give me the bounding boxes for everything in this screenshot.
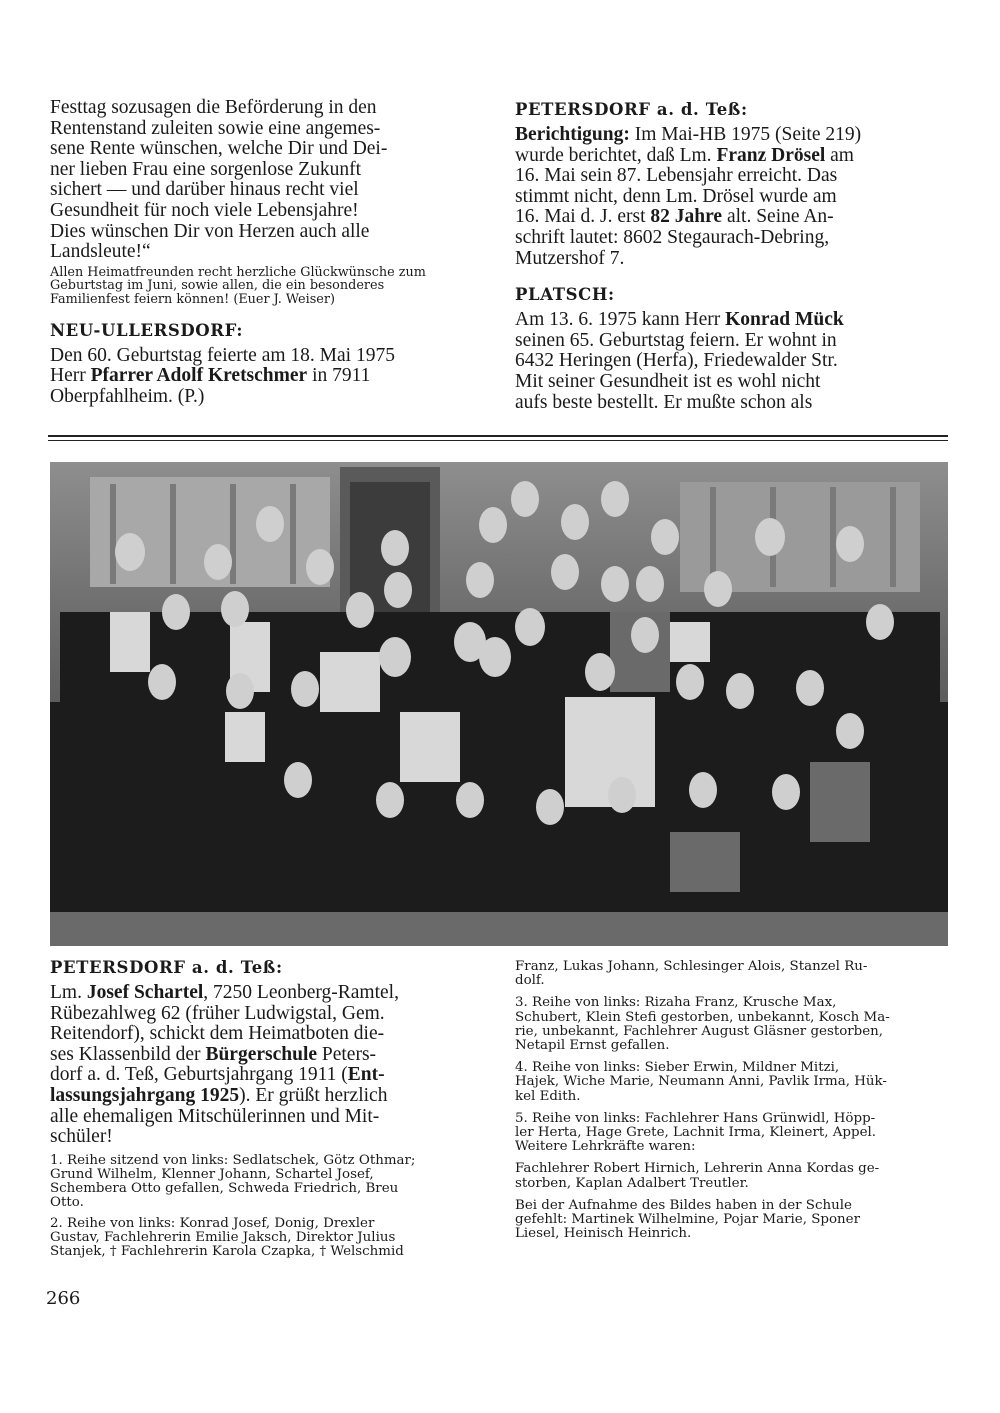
text-fragment: Am 13. 6. 1975 kann Herr <box>515 309 726 331</box>
text-line: Mit seiner Gesundheit ist es wohl nicht <box>515 370 821 392</box>
text-fragment: Im Mai-HB 1975 (Seite 219) <box>629 124 862 145</box>
caption-teachers <box>515 1162 947 1190</box>
text-line <box>515 207 947 228</box>
text-fragment: 16. Mai d. J. erst <box>515 206 651 228</box>
greeting-note <box>50 266 482 307</box>
text-line: Oberpfahlheim. (P.) <box>50 385 205 407</box>
text-fragment: alt. Seine An- <box>722 206 834 228</box>
text-line: storben, Kaplan Adalbert Treutler. <box>515 1175 749 1191</box>
text-line: 16. Mai sein 87. Lebensjahr erreicht. Das <box>515 165 838 187</box>
text-line: gefehlt: Martinek Wilhelmine, Pojar Marie, Sponer <box>515 1212 860 1228</box>
text-fragment: wurde berichtet, daß Lm. <box>515 144 717 166</box>
text-line: ler Herta, Hage Grete, Lachnit Irma, Kleinert, Appel. <box>515 1125 877 1141</box>
caption-row-3 <box>515 996 947 1053</box>
top-right-column <box>515 100 947 413</box>
divider-rule <box>48 435 948 437</box>
text-line: 6432 Heringen (Herfa), Friedewalder Str. <box>515 350 838 372</box>
text-line: rie, unbekannt, Fachlehrer August Gläsner gestorben, <box>515 1023 884 1039</box>
text-line: 4. Reihe von links: Sieber Erwin, Mildner Mitzi, <box>515 1060 840 1076</box>
caption-row-2-continued <box>515 960 947 988</box>
age-value: 82 Jahre <box>650 206 723 228</box>
text-line: Schembera Otto gefallen, Schweda Friedrich, Breu <box>50 1181 399 1197</box>
text-line: Festtag sozusagen die Beförderung in den <box>50 97 377 118</box>
text-fragment: , 7250 Leonberg-Ramtel, <box>203 982 399 1003</box>
text-fragment: am <box>825 144 854 166</box>
caption-row-5 <box>515 1112 947 1155</box>
person-name: Franz Drösel <box>716 144 826 166</box>
text-line: schrift lautet: 8602 Stegaurach-Debring, <box>515 226 830 248</box>
bottom-left-column <box>50 958 482 1259</box>
graduation-year: lassungsjahrgang 1925 <box>50 1084 240 1106</box>
text-line <box>50 983 482 1004</box>
text-line <box>50 1045 482 1066</box>
text-line: Franz, Lukas Johann, Schlesinger Alois, Stanzel Ru- <box>515 959 868 974</box>
graduation-year: Ent- <box>347 1064 385 1086</box>
text-line: Geburtstag im Juni, sowie allen, die ein besonderes <box>50 278 385 294</box>
section-heading-neu-ullersdorf: NEU-ULLERSDORF: <box>50 320 244 340</box>
text-line: dolf. <box>515 973 545 989</box>
text-line: seinen 65. Geburtstag feiern. Er wohnt in <box>515 329 837 351</box>
section-heading-petersdorf-photo: PETERSDORF a. d. Teß: <box>50 958 283 977</box>
school-name: Bürgerschule <box>205 1043 318 1065</box>
text-line: Liesel, Heinisch Heinrich. <box>515 1226 692 1242</box>
correction-label: Berichtigung: <box>515 124 630 145</box>
text-line <box>50 1086 482 1107</box>
text-line <box>515 146 947 167</box>
text-line: Landsleute!“ <box>50 241 151 263</box>
text-line: stimmt nicht, denn Lm. Drösel wurde am <box>515 185 837 207</box>
text-line: Weitere Lehrkräfte waren: <box>515 1139 696 1155</box>
text-fragment: Herr <box>50 365 91 387</box>
person-name: Josef Schartel <box>86 982 204 1003</box>
text-line: Grund Wilhelm, Klenner Johann, Schartel Josef, <box>50 1166 374 1182</box>
platsch-paragraph <box>515 310 947 413</box>
text-line: sene Rente wünschen, welche Dir und Dei- <box>50 138 388 160</box>
text-fragment: in 7911 <box>307 365 371 387</box>
text-line: 3. Reihe von links: Rizaha Franz, Krusche Max, <box>515 995 837 1011</box>
caption-row-1 <box>50 1154 482 1211</box>
text-line: Otto. <box>50 1195 84 1211</box>
text-line: sichert — und darüber hinaus recht viel <box>50 179 359 201</box>
text-fragment: dorf a. d. Teß, Geburtsjahrgang 1911 ( <box>50 1064 348 1086</box>
text-line <box>515 125 947 146</box>
top-left-column <box>50 98 482 407</box>
text-line: Netapil Ernst gefallen. <box>515 1038 670 1054</box>
neu-ullersdorf-paragraph <box>50 346 482 408</box>
birthday-wishes-paragraph <box>50 98 482 263</box>
section-heading-petersdorf: PETERSDORF a. d. Teß: <box>515 100 748 119</box>
text-line: kel Edith. <box>515 1088 581 1104</box>
text-line: Stanjek, † Fachlehrerin Karola Czapka, † Welschmid <box>50 1243 404 1259</box>
text-line: Rübezahlweg 62 (früher Ludwigstal, Gem. <box>50 1002 385 1024</box>
caption-row-2 <box>50 1217 482 1260</box>
text-line: Gesundheit für noch viele Lebensjahre! <box>50 199 359 221</box>
divider-rule <box>48 440 948 441</box>
class-photo-image <box>50 462 948 946</box>
text-line: 5. Reihe von links: Fachlehrer Hans Grünwidl, Höpp- <box>515 1110 876 1126</box>
person-name: Pfarrer Adolf Kretschmer <box>90 365 308 387</box>
text-line: Gustav, Fachlehrerin Emilie Jaksch, Direktor Julius <box>50 1229 396 1245</box>
text-line <box>515 310 947 331</box>
page-number: 266 <box>46 1288 81 1309</box>
text-line: Schubert, Klein Stefi gestorben, unbekannt, Kosch Ma- <box>515 1009 890 1025</box>
text-fragment: ). Er grüßt herzlich <box>239 1084 388 1106</box>
text-line: Familienfest feiern können! (Euer J. Weiser) <box>50 291 335 307</box>
text-line: alle ehemaligen Mitschülerinnen und Mit- <box>50 1105 380 1127</box>
class-photo <box>50 462 948 946</box>
text-line: 1. Reihe sitzend von links: Sedlatschek, Götz Othmar; <box>50 1152 416 1168</box>
text-line: ner lieben Frau eine sorgenlose Zukunft <box>50 158 362 180</box>
text-line: Rentenstand zuleiten sowie eine angemes- <box>50 117 381 139</box>
text-line <box>50 366 482 387</box>
text-line: Mutzershof 7. <box>515 247 625 269</box>
text-fragment: ses Klassenbild der <box>50 1043 206 1065</box>
petersdorf-correction-paragraph <box>515 125 947 269</box>
text-line <box>50 1065 482 1086</box>
text-line: Allen Heimatfreunden recht herzliche Glückwünsche zum <box>50 264 426 280</box>
section-heading-platsch: PLATSCH: <box>515 285 615 305</box>
caption-row-4 <box>515 1061 947 1104</box>
text-line: Reitendorf), schickt dem Heimatboten die- <box>50 1023 385 1045</box>
person-name: Konrad Mück <box>725 309 844 331</box>
text-fragment: Peters- <box>317 1043 377 1065</box>
text-line: Bei der Aufnahme des Bildes haben in der Schule <box>515 1197 852 1213</box>
text-fragment: Lm. <box>50 982 87 1003</box>
text-line: Den 60. Geburtstag feierte am 18. Mai 1975 <box>50 344 395 366</box>
bottom-right-column <box>515 960 947 1241</box>
photo-intro-paragraph <box>50 983 482 1148</box>
caption-missing-students <box>515 1199 947 1242</box>
text-line: schüler! <box>50 1126 113 1148</box>
text-line: Fachlehrer Robert Hirnich, Lehrerin Anna Kordas ge- <box>515 1161 880 1177</box>
text-line: Hajek, Wiche Marie, Neumann Anni, Pavlik Irma, Hük- <box>515 1074 887 1090</box>
text-line: Dies wünschen Dir von Herzen auch alle <box>50 220 370 242</box>
text-line: 2. Reihe von links: Konrad Josef, Donig, Drexler <box>50 1215 375 1231</box>
text-line: aufs beste bestellt. Er mußte schon als <box>515 391 813 413</box>
